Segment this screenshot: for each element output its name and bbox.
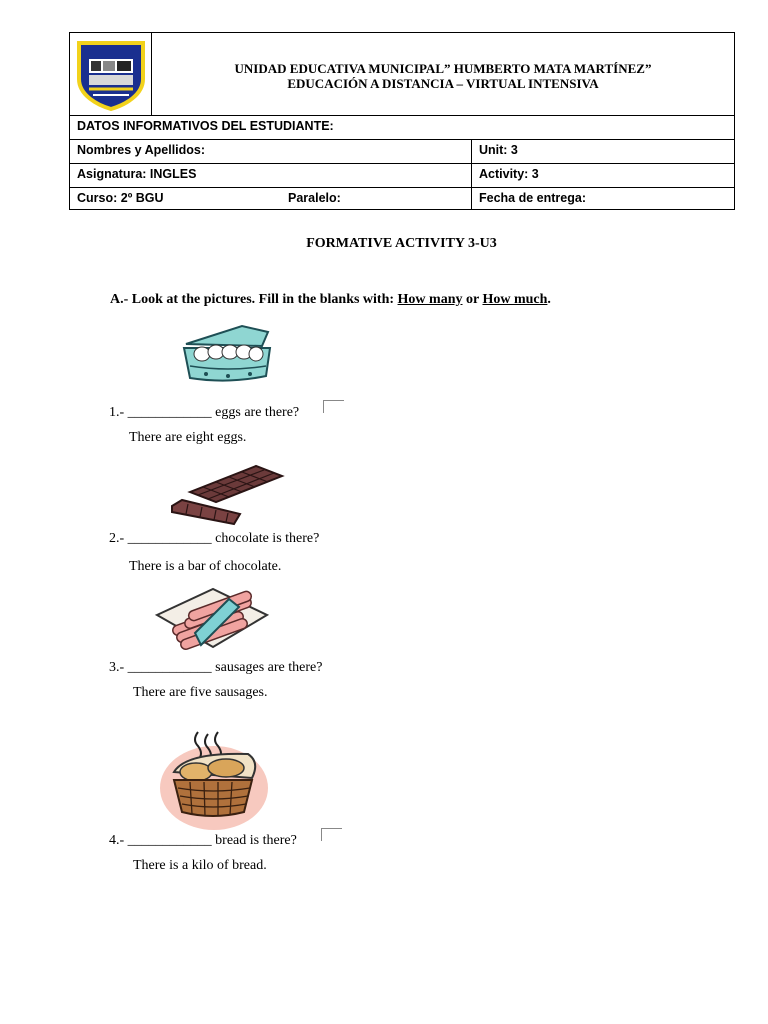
logo-cell bbox=[70, 33, 152, 115]
question-1 bbox=[109, 405, 299, 421]
question-3 bbox=[109, 660, 322, 676]
parallel-label: Paralelo: bbox=[288, 191, 341, 205]
question-text: eggs are there? bbox=[211, 405, 300, 420]
activity-label: Activity: 3 bbox=[479, 167, 539, 181]
option-how-many: How many bbox=[397, 292, 463, 307]
modality: EDUCACIÓN A DISTANCIA – VIRTUAL INTENSIVA bbox=[287, 76, 599, 91]
question-text: sausages are there? bbox=[211, 660, 323, 675]
due-date-label: Fecha de entrega: bbox=[479, 191, 586, 205]
sausages-icon bbox=[153, 585, 271, 655]
question-2 bbox=[109, 531, 319, 547]
corner-mark bbox=[321, 828, 342, 841]
answer-4: There is a kilo of bread. bbox=[133, 858, 267, 873]
answer-1: There are eight eggs. bbox=[129, 430, 247, 445]
school-name: UNIDAD EDUCATIVA MUNICIPAL” HUMBERTO MATA MARTÍNEZ” bbox=[234, 61, 652, 76]
question-text: chocolate is there? bbox=[211, 531, 320, 546]
names-row bbox=[70, 139, 734, 163]
corner-mark bbox=[323, 400, 344, 413]
answer-blank[interactable]: ____________ bbox=[127, 531, 212, 546]
question-number: 4.- bbox=[109, 833, 128, 848]
question-number: 3.- bbox=[109, 660, 128, 675]
instruction-connector: or bbox=[462, 292, 483, 307]
subject-row bbox=[70, 163, 734, 187]
bread-basket-icon bbox=[156, 728, 278, 832]
instruction-suffix: . bbox=[547, 292, 551, 307]
instruction bbox=[110, 292, 551, 308]
page-title: FORMATIVE ACTIVITY 3-U3 bbox=[306, 236, 497, 251]
answer-3: There are five sausages. bbox=[133, 685, 268, 700]
question-number: 1.- bbox=[109, 405, 128, 420]
course-label: Curso: 2º BGU bbox=[77, 191, 164, 205]
header-table bbox=[69, 32, 735, 210]
answer-blank[interactable]: ____________ bbox=[127, 833, 212, 848]
option-how-much: How much bbox=[482, 292, 548, 307]
section-row bbox=[70, 115, 734, 139]
answer-blank[interactable]: ____________ bbox=[127, 405, 212, 420]
names-label: Nombres y Apellidos: bbox=[77, 143, 206, 157]
section-label: DATOS INFORMATIVOS DEL ESTUDIANTE: bbox=[77, 119, 334, 133]
school-title bbox=[152, 33, 734, 115]
course-row bbox=[70, 187, 734, 210]
question-4 bbox=[109, 833, 297, 849]
egg-carton-icon bbox=[180, 322, 276, 388]
question-number: 2.- bbox=[109, 531, 128, 546]
answer-blank[interactable]: ____________ bbox=[127, 660, 212, 675]
subject-label: Asignatura: INGLES bbox=[77, 167, 197, 181]
chocolate-bar-icon bbox=[168, 462, 286, 528]
question-text: bread is there? bbox=[211, 833, 297, 848]
instruction-prefix: A.- Look at the pictures. Fill in the blanks with: bbox=[110, 292, 398, 307]
answer-2: There is a bar of chocolate. bbox=[129, 559, 282, 574]
school-crest-icon bbox=[75, 39, 147, 111]
unit-label: Unit: 3 bbox=[479, 143, 518, 157]
